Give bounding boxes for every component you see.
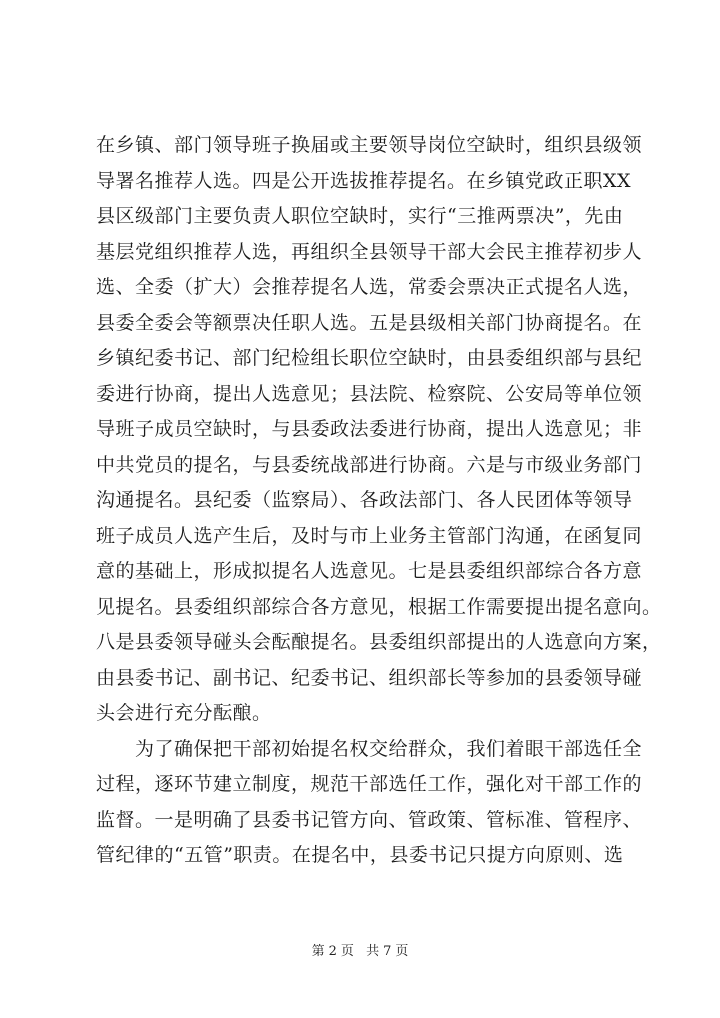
page-number-label: 第 2 页 <box>311 944 354 959</box>
text-line: 委进行协商，提出人选意见；县法院、检察院、公安局等单位领 <box>96 382 643 405</box>
text-line: 中共党员的提名，与县委统战部进行协商。六是与市级业务部门 <box>96 453 643 476</box>
text-line: 管纪律的“五管”职责。在提名中，县委书记只提方向原则、选 <box>96 844 624 866</box>
text-line: 选、全委（扩大）会推荐提名人选，常委会票决正式提名人选， <box>96 276 643 298</box>
total-pages-label: 共 7 页 <box>366 944 409 959</box>
text-line: 班子成员人选产生后，及时与市上业务主管部门沟通，在函复同 <box>96 524 643 547</box>
paragraph-1 <box>96 128 662 732</box>
text-line: 导班子成员空缺时，与县委政法委进行协商，提出人选意见；非 <box>96 418 643 440</box>
text-line: 头会进行充分酝酿。 <box>96 702 272 724</box>
text-line: 沟通提名。县纪委（监察局）、各政法部门、各人民团体等领导 <box>96 489 633 511</box>
text-line: 八是县委领导碰头会酝酿提名。县委组织部提出的人选意向方案， <box>96 631 662 653</box>
document-body <box>96 128 662 874</box>
text-line: 监督。一是明确了县委书记管方向、管政策、管标准、管程序、 <box>96 808 643 831</box>
text-line: 意的基础上，形成拟提名人选意见。七是县委组织部综合各方意 <box>96 560 643 582</box>
text-line: 由县委书记、副书记、纪委书记、组织部长等参加的县委领导碰 <box>96 666 643 689</box>
text-line: 县区级部门主要负责人职位空缺时，实行“三推两票决”，先由 <box>96 205 624 227</box>
text-line: 基层党组织推荐人选，再组织全县领导干部大会民主推荐初步人 <box>96 240 643 263</box>
paragraph-2 <box>96 732 643 874</box>
text-line: 为了确保把干部初始提名权交给群众，我们着眼干部选任全 <box>96 737 643 760</box>
text-line: 乡镇纪委书记、部门纪检组长职位空缺时，由县委组织部与县纪 <box>96 347 643 369</box>
text-line: 过程，逐环节建立制度，规范干部选任工作，强化对干部工作的 <box>96 773 643 795</box>
text-line: 见提名。县委组织部综合各方意见，根据工作需要提出提名意向。 <box>96 595 662 618</box>
page-footer <box>0 940 720 959</box>
text-line: 县委全委会等额票决任职人选。五是县级相关部门协商提名。在 <box>96 311 643 334</box>
text-line: 导署名推荐人选。四是公开选拔推荐提名。在乡镇党政正职XX <box>96 169 632 192</box>
text-line: 在乡镇、部门领导班子换届或主要领导岗位空缺时，组织县级领 <box>96 134 643 156</box>
